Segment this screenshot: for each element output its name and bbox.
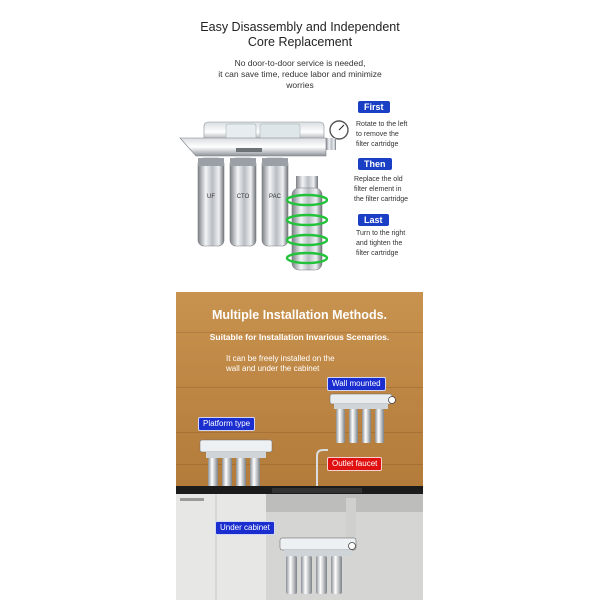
cartridge-label-cto: CTO xyxy=(236,194,250,200)
panel-title-line2: Core Replacement xyxy=(247,35,353,49)
platform-filter-icon xyxy=(200,440,272,488)
installation-note-line1: It can be freely installed on the xyxy=(226,354,335,363)
platform-type-label: Platform type xyxy=(198,417,255,431)
panel-subtitle-line2: it can save time, reduce labor and minimize xyxy=(218,69,382,79)
step-then-line3: the filter cartridge xyxy=(354,196,409,203)
installation-subtitle: Suitable for Installation Invarious Scenarios. xyxy=(209,332,390,342)
panel-subtitle-line1: No door-to-door service is needed, xyxy=(234,58,366,68)
step-first-text xyxy=(356,120,426,150)
step-last-text xyxy=(356,229,426,259)
installation-title: Multiple Installation Methods. xyxy=(212,308,387,322)
outlet-faucet-label: Outlet faucet xyxy=(327,457,382,471)
installation-note-line2: wall and under the cabinet xyxy=(226,364,320,373)
under-cabinet-label: Under cabinet xyxy=(215,521,275,535)
water-filter-icon xyxy=(176,108,356,280)
disassembly-panel xyxy=(176,0,424,290)
step-last-line2: and tighten the xyxy=(356,240,403,247)
step-first-line3: filter cartridge xyxy=(356,141,399,148)
step-first-line2: to remove the xyxy=(356,131,399,138)
step-then-line1: Replace the old xyxy=(354,176,403,183)
step-first-tag: First xyxy=(358,101,390,113)
step-then-line2: filter element in xyxy=(354,186,402,193)
panel-subtitle-line3: worries xyxy=(286,80,314,90)
step-last-line1: Turn to the right xyxy=(356,230,406,237)
cartridge-label-pac: PAC xyxy=(269,194,281,200)
step-last-tag: Last xyxy=(358,214,389,226)
installation-panel xyxy=(176,292,423,600)
wall-mounted-filter-icon xyxy=(330,394,396,443)
cartridge-label-uf: UF xyxy=(207,194,215,200)
panel-title-line1: Easy Disassembly and Independent xyxy=(200,20,400,34)
wall-mounted-label: Wall mounted xyxy=(327,377,386,391)
step-then-tag: Then xyxy=(358,158,392,170)
kitchen-scene xyxy=(176,292,423,600)
step-then-text xyxy=(354,175,424,205)
step-first-line1: Rotate to the left xyxy=(356,121,408,128)
step-last-line3: filter cartridge xyxy=(356,250,399,257)
